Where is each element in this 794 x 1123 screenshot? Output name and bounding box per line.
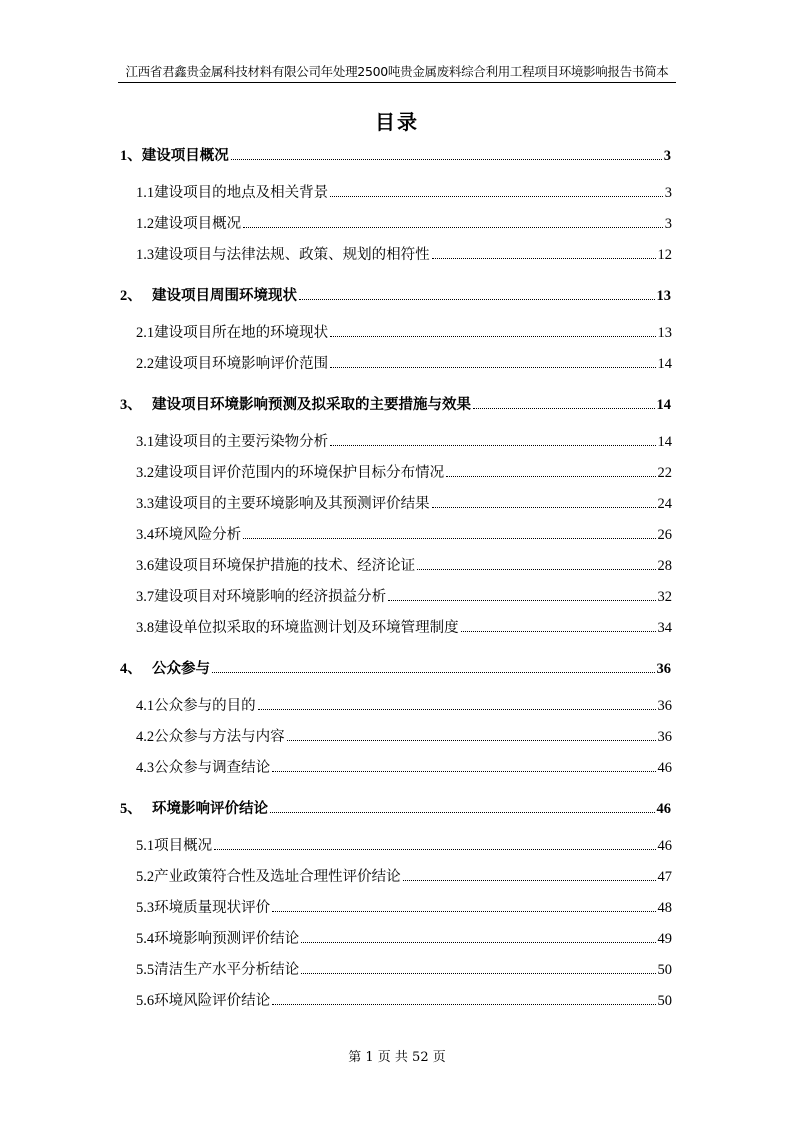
toc-entry[interactable] (136, 988, 672, 1010)
toc-entry-title: 公众参与方法与内容 (154, 729, 285, 745)
toc-dot-leader (243, 227, 663, 228)
toc-entry[interactable] (120, 143, 671, 165)
toc-dot-leader (473, 408, 655, 409)
toc-entry[interactable] (136, 833, 672, 855)
toc-entry-number: 5.1 (136, 838, 155, 854)
toc-entry-title: 建设单位拟采取的环境监测计划及环境管理制度 (154, 620, 459, 636)
toc-entry[interactable] (136, 584, 672, 606)
toc-entry-title: 建设项目的地点及相关背景 (154, 185, 329, 201)
toc-entry[interactable] (136, 180, 672, 202)
toc-entry-page: 46 (656, 801, 671, 817)
toc-entry[interactable] (136, 755, 672, 777)
toc-entry-title: 环境质量现状评价 (154, 900, 271, 916)
toc-dot-leader (388, 600, 655, 601)
toc-entry-number: 5.6 (136, 993, 155, 1009)
page-footer: 第 1 页 共 52 页 (348, 1050, 446, 1065)
toc-entry-number: 1、 (120, 148, 142, 164)
toc-entry-number: 1.3 (136, 247, 155, 263)
toc-entry-page: 46 (657, 760, 672, 776)
toc-entry-page: 36 (657, 729, 672, 745)
toc-entry-page: 24 (657, 496, 672, 512)
toc-entry-number: 3.6 (136, 558, 155, 574)
toc-dot-leader (330, 445, 655, 446)
toc-entry-title: 建设项目环境影响评价范围 (154, 356, 329, 372)
toc-entry-number: 5.2 (136, 869, 155, 885)
toc-dot-leader (301, 942, 655, 943)
toc-entry-number: 2.2 (136, 356, 155, 372)
toc-entry-page: 36 (656, 661, 671, 677)
toc-entry[interactable] (136, 211, 672, 233)
toc-entry-page: 26 (657, 527, 672, 543)
toc-dot-leader (270, 812, 655, 813)
toc-entry-title: 环境风险评价结论 (154, 993, 271, 1009)
toc-entry-title: 环境影响评价结论 (152, 800, 268, 817)
toc-entry-number: 4.2 (136, 729, 155, 745)
toc-entry-number: 5.4 (136, 931, 155, 947)
toc-dot-leader (417, 569, 655, 570)
toc-dot-leader (299, 299, 655, 300)
toc-entry-number: 5.5 (136, 962, 155, 978)
toc-entry-title: 建设项目的主要污染物分析 (154, 434, 329, 450)
toc-entry[interactable] (136, 895, 672, 917)
toc-entry-page: 14 (657, 356, 672, 372)
toc-entry-page: 47 (657, 869, 672, 885)
toc-entry-number: 2.1 (136, 325, 155, 341)
toc-entry-number: 1.2 (136, 216, 155, 232)
toc-entry-number: 3.3 (136, 496, 155, 512)
toc-entry-title: 建设项目环境影响预测及拟采取的主要措施与效果 (152, 396, 471, 413)
toc-entry[interactable] (136, 926, 672, 948)
toc-entry-title: 公众参与调查结论 (154, 760, 271, 776)
toc-title: 目录 (375, 110, 419, 134)
toc-entry-page: 3 (664, 185, 672, 201)
toc-entry-title: 建设项目环境保护措施的技术、经济论证 (154, 558, 416, 574)
toc-dot-leader (461, 631, 656, 632)
toc-dot-leader (446, 476, 655, 477)
toc-entry[interactable] (136, 320, 672, 342)
toc-entry[interactable] (136, 615, 672, 637)
toc-entry-number: 3、 (120, 397, 142, 413)
toc-entry-page: 36 (657, 698, 672, 714)
toc-entry-number: 5、 (120, 801, 142, 817)
toc-entry-number: 3.1 (136, 434, 155, 450)
toc-entry-page: 50 (657, 962, 672, 978)
toc-entry-title: 环境风险分析 (154, 527, 242, 543)
toc-dot-leader (272, 911, 655, 912)
toc-dot-leader (272, 1004, 655, 1005)
toc-entry[interactable] (120, 656, 671, 678)
toc-entry-page: 3 (664, 216, 672, 232)
toc-entry-page: 14 (657, 434, 672, 450)
toc-dot-leader (231, 159, 662, 160)
toc-dot-leader (330, 336, 655, 337)
toc-entry-page: 12 (657, 247, 672, 263)
toc-entry-page: 46 (657, 838, 672, 854)
toc-entry-title: 建设项目所在地的环境现状 (154, 325, 329, 341)
toc-entry-number: 4.1 (136, 698, 155, 714)
toc-entry[interactable] (136, 553, 672, 575)
toc-entry-number: 4、 (120, 661, 142, 677)
toc-dot-leader (212, 672, 655, 673)
toc-entry[interactable] (136, 429, 672, 451)
toc-entry[interactable] (136, 724, 672, 746)
toc-entry-page: 50 (657, 993, 672, 1009)
header-rule (118, 82, 676, 83)
toc-entry-title: 公众参与 (152, 660, 210, 677)
document-header: 江西省君鑫贵金属科技材料有限公司年处理2500吨贵金属废料综合利用工程项目环境影响报告书简本 (125, 64, 669, 79)
toc-entry[interactable] (136, 693, 672, 715)
toc-entry-number: 2、 (120, 288, 142, 304)
toc-entry-title: 项目概况 (154, 838, 213, 854)
toc-entry-page: 13 (656, 288, 671, 304)
toc-entry[interactable] (120, 283, 671, 305)
toc-dot-leader (330, 196, 663, 197)
toc-dot-leader (432, 258, 656, 259)
toc-entry-title: 建设项目的主要环境影响及其预测评价结果 (154, 496, 430, 512)
toc-entry-title: 环境影响预测评价结论 (154, 931, 300, 947)
toc-entry-page: 32 (657, 589, 672, 605)
toc-entry[interactable] (136, 491, 672, 513)
toc-entry-number: 4.3 (136, 760, 155, 776)
toc-entry[interactable] (136, 242, 672, 264)
toc-entry-page: 34 (657, 620, 672, 636)
toc-entry-title: 建设项目对环境影响的经济损益分析 (154, 589, 387, 605)
toc-entry-page: 14 (656, 397, 671, 413)
toc-entry-number: 3.4 (136, 527, 155, 543)
toc-dot-leader (287, 740, 656, 741)
toc-entry-title: 建设项目与法律法规、政策、规划的相符性 (154, 247, 430, 263)
toc-dot-leader (403, 880, 656, 881)
toc-entry-number: 1.1 (136, 185, 155, 201)
toc-dot-leader (330, 367, 655, 368)
toc-entry[interactable] (136, 460, 672, 482)
toc-entry[interactable] (120, 392, 671, 414)
toc-entry[interactable] (136, 864, 672, 886)
toc-dot-leader (301, 973, 655, 974)
toc-entry-page: 48 (657, 900, 672, 916)
toc-dot-leader (432, 507, 656, 508)
toc-entry-number: 3.2 (136, 465, 155, 481)
toc-entry[interactable] (120, 796, 671, 818)
toc-entry[interactable] (136, 957, 672, 979)
toc-entry-number: 3.7 (136, 589, 155, 605)
toc-dot-leader (258, 709, 656, 710)
toc-entry-number: 5.3 (136, 900, 155, 916)
toc-entry-page: 49 (657, 931, 672, 947)
toc-entry-title: 建设项目概况 (141, 147, 229, 164)
toc-entry-number: 3.8 (136, 620, 155, 636)
toc-entry-title: 产业政策符合性及选址合理性评价结论 (154, 869, 401, 885)
toc-entry-page: 22 (657, 465, 672, 481)
toc-entry-title: 清洁生产水平分析结论 (154, 962, 300, 978)
toc-dot-leader (214, 849, 655, 850)
toc-entry-page: 13 (657, 325, 672, 341)
toc-dot-leader (272, 771, 655, 772)
toc-entry-page: 28 (657, 558, 672, 574)
toc-entry-title: 建设项目概况 (154, 216, 242, 232)
toc-entry-title: 公众参与的目的 (154, 698, 256, 714)
toc-dot-leader (243, 538, 655, 539)
toc-entry-title: 建设项目评价范围内的环境保护目标分布情况 (154, 465, 445, 481)
toc-entry-title: 建设项目周围环境现状 (152, 287, 297, 304)
toc-entry[interactable] (136, 351, 672, 373)
toc-entry[interactable] (136, 522, 672, 544)
toc-entry-page: 3 (663, 148, 671, 164)
